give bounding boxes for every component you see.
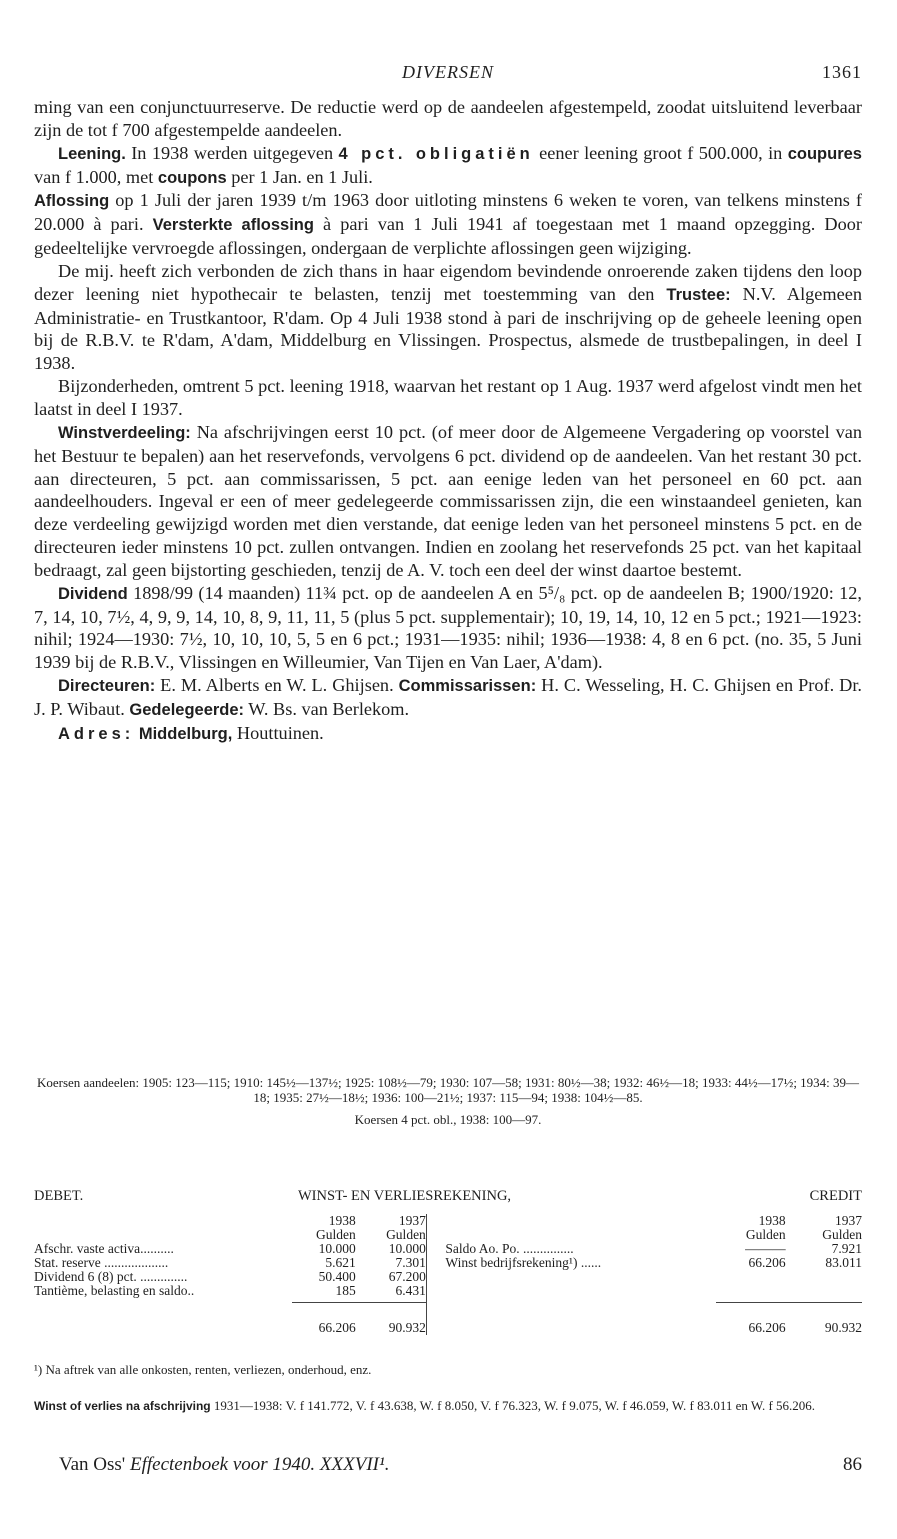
- table-row: Afschr. vaste activa.......... 10.000 10.000 Saldo Ao. Po. ............... ——— 7.921: [34, 1241, 862, 1256]
- table-row: Dividend 6 (8) pct. .............. 50.400 67.200: [34, 1270, 862, 1284]
- gedelegeerde-label: Gedelegeerde:: [129, 700, 245, 719]
- versterkte-aflossing-term: Versterkte aflossing: [152, 216, 314, 235]
- body-text: [34, 96, 862, 746]
- account-header: [34, 1188, 862, 1214]
- paragraph-leening: Leening. In 1938 werden uitgegeven 4 pct. obligatiën eener leening groot f 500.000, in coupures van f 1.000, met coupons per 1 Jan. en 1 Juli.: [34, 142, 862, 187]
- paragraph-reserve: ming van een conjunctuurreserve. De reductie werd op de aandeelen afgestempeld, zoodat uitsluitend leverbaar zijn de tot f 700 afgestempelde aandeelen.: [34, 97, 862, 140]
- totals-row: 66.206 90.932 66.206 90.932: [34, 1303, 862, 1336]
- leening-label: Leening.: [58, 144, 126, 163]
- coupures-term: coupures: [787, 144, 862, 163]
- table-row: Stat. reserve ................... 5.621 7.301 Winst bedrijfsrekening¹) ...... 66.206 83.011: [34, 1255, 862, 1270]
- paragraph-trustee: De mij. heeft zich verbonden de zich thans in haar eigendom bevindende onroerende zaken tijdens den loop dezer leening niet hypothecair te belasten, tenzij met toestemming van den Trustee: N.V. Algemeen Administratie- en Trustkantoor, R'dam. Op 4 Juli 1938 stond à pari de inschrijving op de geheele leening open bij de R.B.V. te R'dam, A'dam, Middelburg en Vlissingen. Prospectus, alsmede de trustbepalingen, in deel I 1938.: [34, 260, 862, 374]
- koersen-block: [34, 1076, 862, 1128]
- account-table: [34, 1214, 862, 1335]
- adres-city: Middelburg,: [138, 724, 233, 743]
- paragraph-bestuur: Directeuren: E. M. Alberts en W. L. Ghijsen. Commissarissen: H. C. Wesseling, H. C. Ghijsen en Prof. Dr. J. P. Wibaut. Gedelegeerde: W. Bs. van Berlekom.: [34, 675, 862, 719]
- winst-na-afschrijving: Winst of verlies na afschrijving 1931—1938: V. f 141.772, V. f 43.638, W. f 8.050, V. f 76.323, W. f 9.075, W. f 46.059, W. f 83.011 en W. f 56.206.: [34, 1398, 816, 1413]
- paragraph-dividend: Dividend 1898/99 (14 maanden) 11¾ pct. op de aandeelen A en 5⁵/₈ pct. op de aandeelen B; 1900/1920: 12, 7, 14, 10, 7½, 4, 9, 9, 14, 10, 8, 9, 11, 11, 5 (plus 5 pct. supplementair); 10, 19, 14, 10, 12 en 5 pct.; 1921—1923: nihil; 1924—1930: 7½, 10, 10, 10, 5, 5 en 6 pct.; 1931—1935: nihil; 1936—1938: 4, 8 en 6 pct. (no. 35, 5 Juni 1939 bij de R.B.V., Vlissingen en Willeumier, Van Tijen en Van Laer, A'dam).: [34, 582, 862, 673]
- directeuren-label: Directeuren:: [58, 677, 156, 696]
- paragraph-adres: Adres: Middelburg, Houttuinen.: [58, 722, 324, 743]
- table-row: Tantième, belasting en saldo.. 185 6.431: [34, 1284, 862, 1298]
- koersen-aandeelen: Koersen aandeelen: 1905: 123—115; 1910: 145½—137½; 1925: 108½—79; 1930: 107—58; 1931: 80½—38; 1932: 46½—18; 1933: 44½—17½; 1934: 39—18; 1935: 27½—18½; 1936: 100—21½; 1937: 115—94; 1938: 104½—85.: [36, 1075, 860, 1105]
- paragraph-aflossing: Aflossing op 1 Juli der jaren 1939 t/m 1963 door uitloting minstens 6 weken te voren, van telkens minstens f 20.000 à pari. Versterkte aflossing à pari van 1 Juli 1941 af toegestaan met 1 maand opzegging. Door gedeeltelijke vervroegde aflossingen, ondergaan de verplichte aflossingen geen wijziging.: [34, 190, 863, 259]
- year-row: 1938 1937 1938 1937: [328, 1213, 862, 1228]
- trustee-label: Trustee:: [666, 285, 731, 304]
- koersen-obligaties: Koersen 4 pct. obl., 1938: 100—97.: [354, 1112, 542, 1127]
- winstverdeeling-label: Winstverdeeling:: [58, 423, 191, 442]
- paragraph-winstverdeeling: Winstverdeeling: Na afschrijvingen eerst 10 pct. (of meer door de Algemeene Vergadering op voorstel van het Bestuur te bepalen) aan het reservefonds, vervolgens 6 pct. dividend op de aandeelen. Van het restant 30 pct. aan directeuren, 5 pct. aan commissarissen, 5 pct. aan eenige leden van het personeel en 60 pct. aan aandeelhouders. Ingeval er een of meer gedelegeerde commissarissen zijn, die een winstaandeel genieten, kan deze verdeeling gewijzigd worden met dien verstande, dat eenige leden van het personeel minstens 5 pct. en de directeuren ieder minstens 10 pct. zullen ontvangen. Indien en zoolang het reservefonds 25 pct. van het kapitaal bedraagt, zal geen bijstorting geschieden, tenzij de A. V. toch een deel der winst daartoe bestemt.: [34, 421, 862, 580]
- running-title: DIVERSEN: [402, 62, 494, 82]
- signature-number: 86: [843, 1454, 862, 1475]
- obligaties-term: 4 pct. obligatiën: [338, 144, 534, 163]
- book-title: Van Oss' Effectenboek voor 1940. XXXVII¹.: [59, 1454, 390, 1475]
- dividend-label: Dividend: [58, 584, 128, 603]
- unit-row: Gulden Gulden Gulden Gulden: [315, 1227, 862, 1242]
- footnote: ¹) Na aftrek van alle onkosten, renten, verliezen, onderhoud, enz.: [34, 1362, 372, 1377]
- commissarissen-label: Commissarissen:: [398, 677, 537, 696]
- aflossing-label: Aflossing: [34, 192, 110, 211]
- running-head: [34, 62, 862, 88]
- page-footer: [59, 1454, 862, 1482]
- debet-label: DEBET.: [34, 1188, 84, 1204]
- coupons-term: coupons: [157, 168, 227, 187]
- page-number: 1361: [822, 62, 862, 82]
- credit-label: CREDIT: [809, 1188, 862, 1204]
- adres-label: Adres:: [58, 724, 135, 743]
- winst-en-verliesrekening: [34, 1188, 862, 1335]
- account-title: WINST- EN VERLIESREKENING,: [298, 1188, 512, 1204]
- winst-na-label: Winst of verlies na afschrijving: [34, 1399, 211, 1413]
- paragraph-bijzonderheden: Bijzonderheden, omtrent 5 pct. leening 1918, waarvan het restant op 1 Aug. 1937 werd afgelost vindt men het laatst in deel I 1937.: [34, 376, 862, 419]
